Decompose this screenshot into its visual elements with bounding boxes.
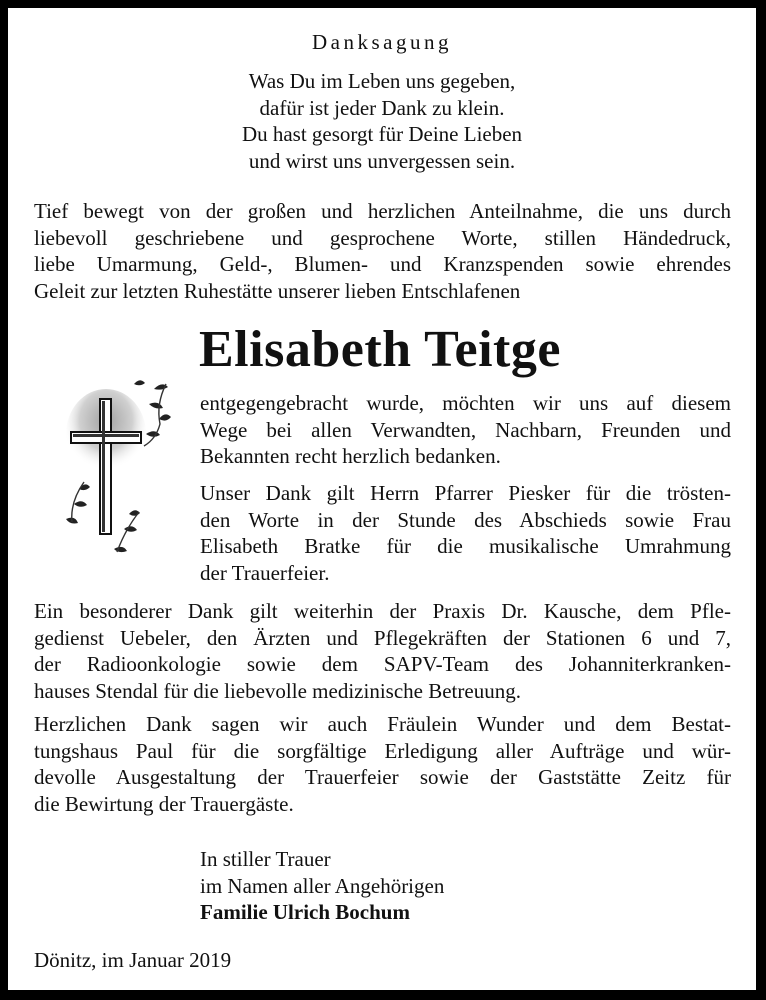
text-line: entgegengebracht wurde, möchten wir uns auf diesem <box>200 391 731 415</box>
notice-heading: Danksagung <box>312 30 452 54</box>
text-line: devolle Ausgestaltung der Trauerfeier sowie der Gaststätte Zeitz für <box>34 765 731 789</box>
text-line: Geleit zur letzten Ruhestätte unserer lieben Entschlafenen <box>34 278 521 303</box>
care-paragraph <box>34 598 731 704</box>
text-line: hauses Stendal für die liebevolle medizinische Betreuung. <box>34 678 521 703</box>
text-line: liebe Umarmung, Geld-, Blumen- und Kranzspenden sowie ehrendes <box>34 252 731 276</box>
family-name: Familie Ulrich Bochum <box>200 900 410 924</box>
thanks-paragraph <box>200 390 731 470</box>
text-line: tungshaus Paul für die sorgfältige Erledigung aller Aufträge und wür- <box>34 738 731 763</box>
closing-signature <box>200 846 444 926</box>
text-line: Unser Dank gilt Herrn Pfarrer Piesker für die trösten- <box>200 481 731 505</box>
poem-line: dafür ist jeder Dank zu klein. <box>259 95 505 120</box>
text-line: Bekannten recht herzlich bedanken. <box>200 444 501 468</box>
text-line: Ein besonderer Dank gilt weiterhin der Praxis Dr. Kausche, dem Pfle- <box>34 599 731 623</box>
pastor-paragraph <box>200 480 731 586</box>
text-line: der Trauerfeier. <box>200 560 330 585</box>
text-line: gedienst Uebeler, den Ärzten und Pflegekräften der Stationen 6 und 7, <box>34 625 731 650</box>
obituary-notice <box>8 8 756 990</box>
closing-line: In stiller Trauer <box>200 847 331 871</box>
text-line: Tief bewegt von der großen und herzlichen Anteilnahme, die uns durch <box>34 199 731 223</box>
place-date: Dönitz, im Januar 2019 <box>34 948 232 972</box>
funeral-paragraph <box>34 711 731 817</box>
poem-line: und wirst uns unvergessen sein. <box>248 148 516 173</box>
text-line: die Bewirtung der Trauergäste. <box>34 791 294 816</box>
deceased-name: Elisabeth Teitge <box>199 321 561 378</box>
text-line: den Worte in der Stunde des Abschieds sowie Frau <box>200 507 731 532</box>
text-line: der Radioonkologie sowie dem SAPV-Team des Johanniterkranken- <box>34 652 731 676</box>
poem-line: Du hast gesorgt für Deine Lieben <box>241 122 523 146</box>
intro-paragraph <box>34 198 731 304</box>
poem-line: Was Du im Leben uns gegeben, <box>248 69 516 93</box>
poem <box>8 68 756 174</box>
text-line: Elisabeth Bratke für die musikalische Umrahmung <box>200 534 731 558</box>
text-line: liebevoll geschriebene und gesprochene Worte, stillen Händedruck, <box>34 225 731 250</box>
text-line: Wege bei allen Verwandten, Nachbarn, Freunden und <box>200 417 731 442</box>
cross-with-ivy-icon <box>54 364 176 569</box>
text-line: Herzlichen Dank sagen wir auch Fräulein Wunder und dem Bestat- <box>34 712 731 736</box>
closing-line: im Namen aller Angehörigen <box>200 873 445 898</box>
